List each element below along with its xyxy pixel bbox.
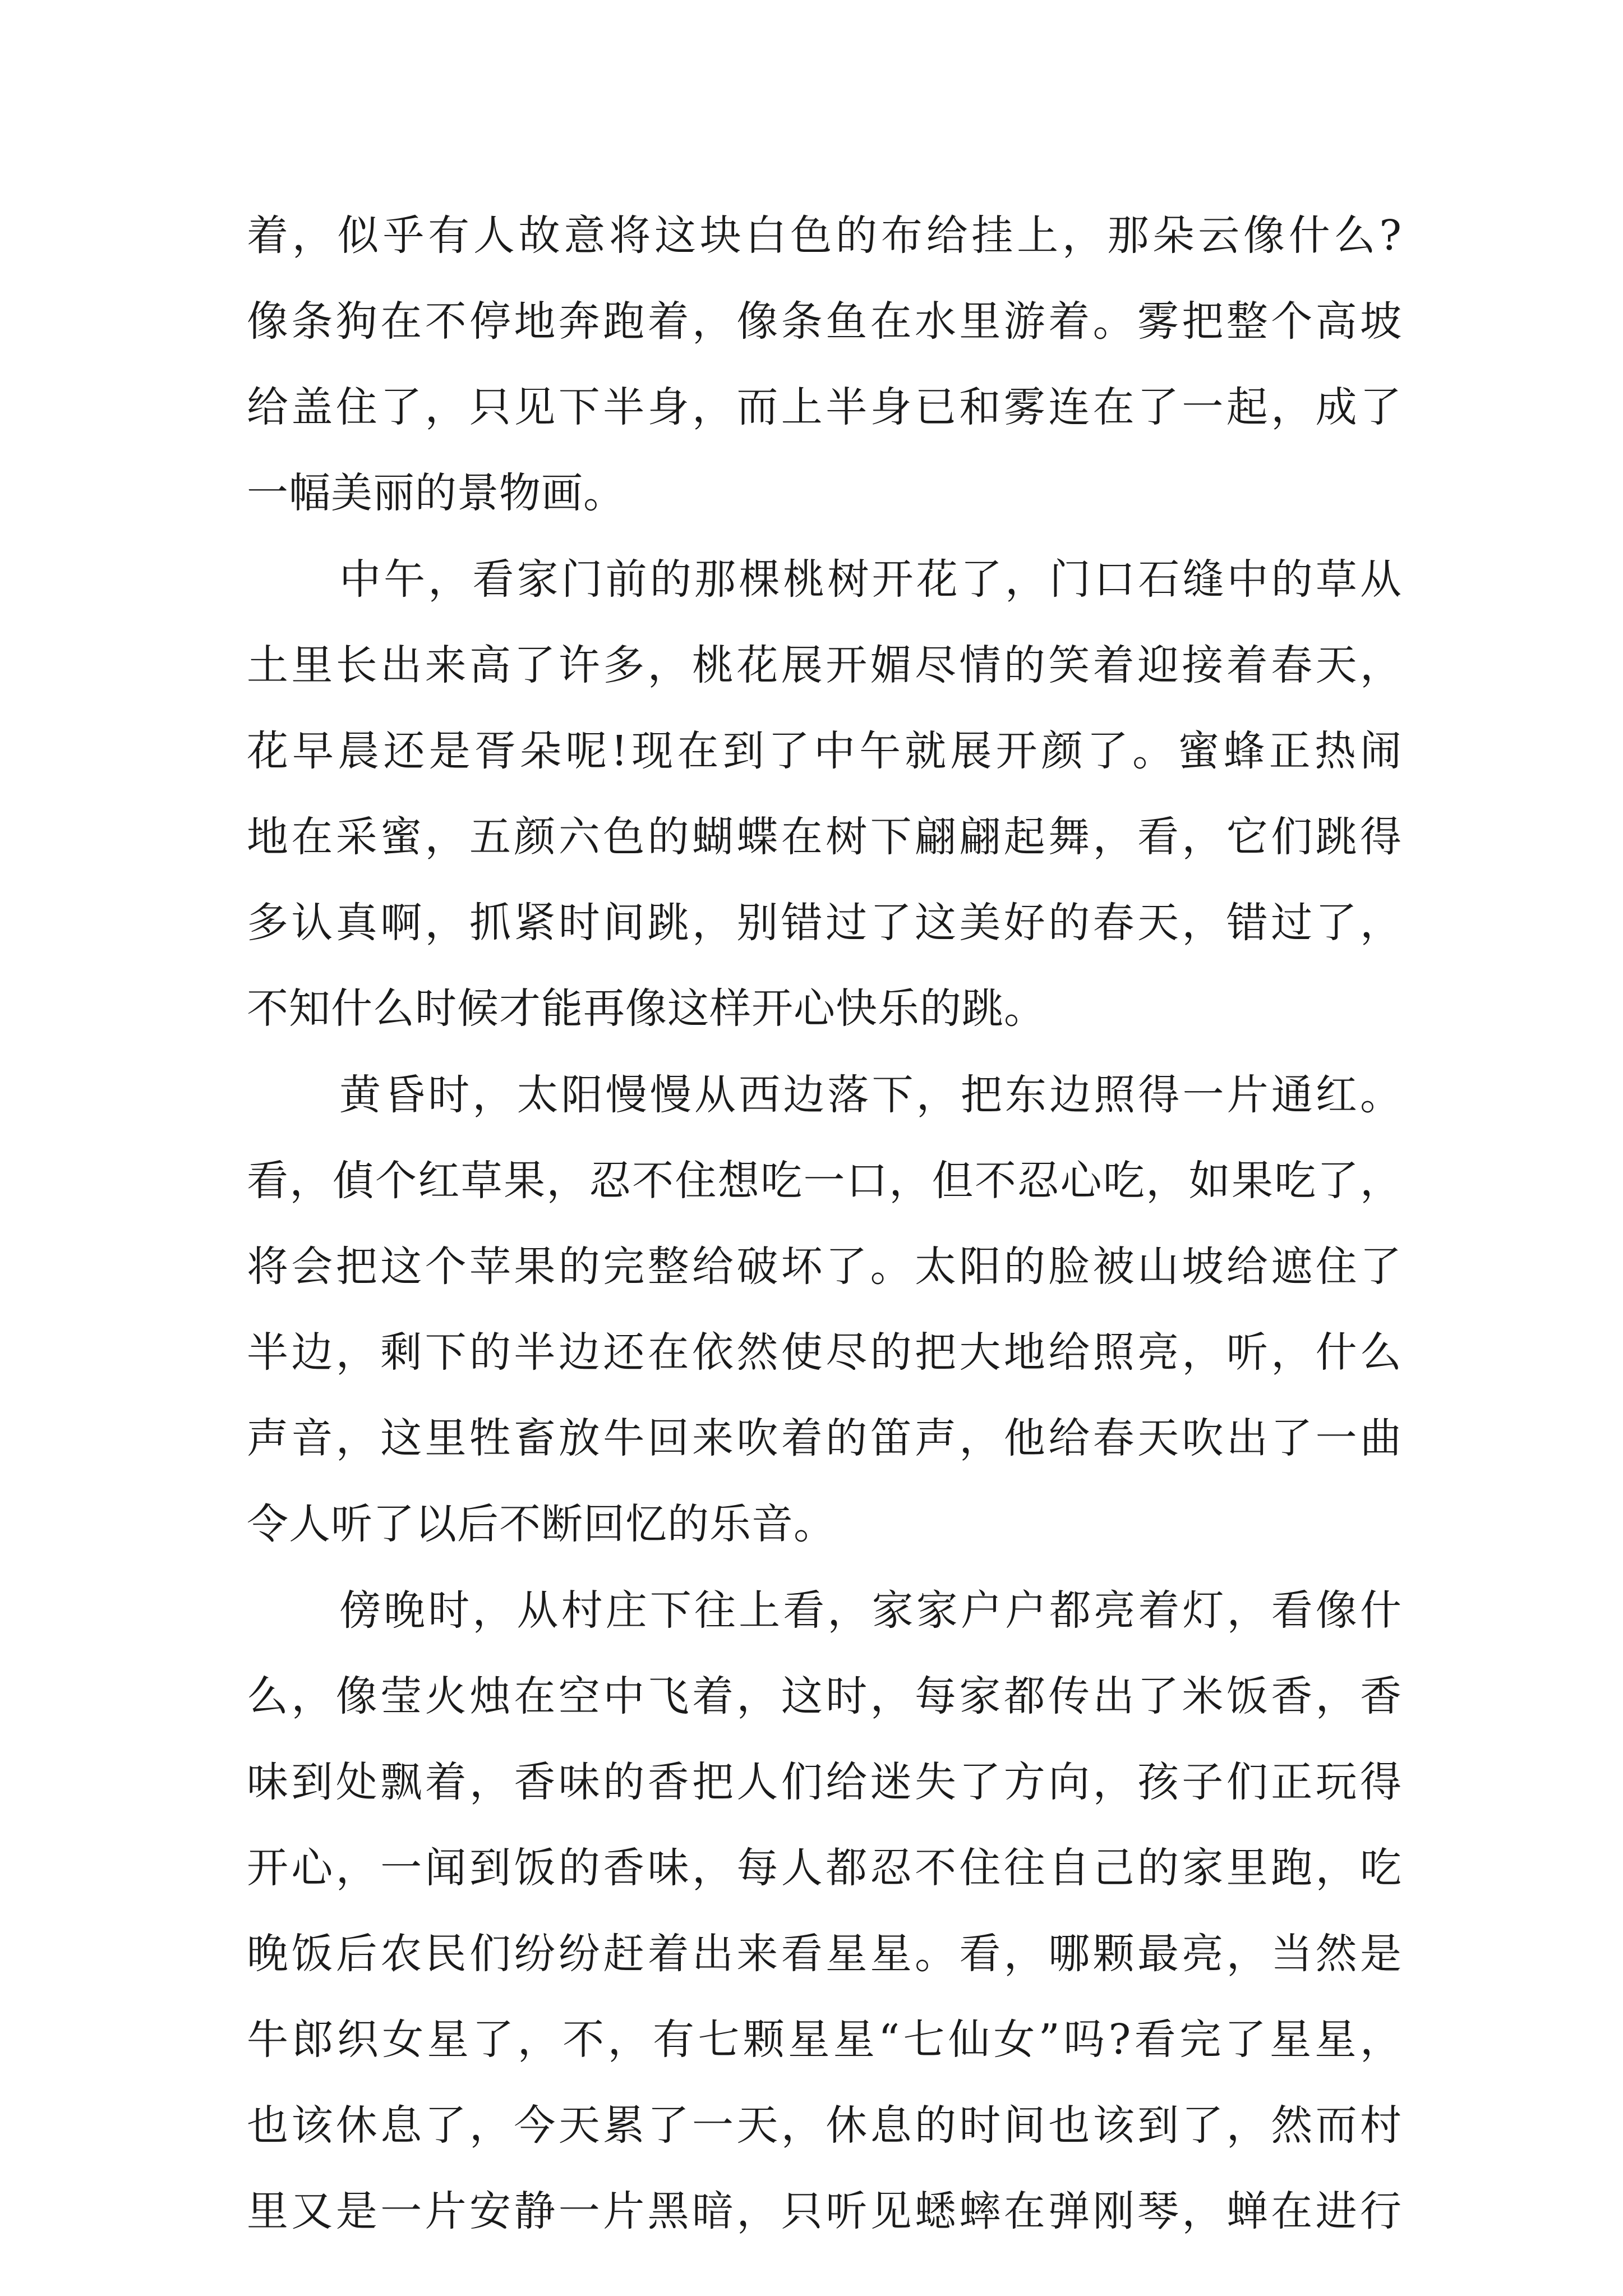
text-line: 开心，一闻到饭的香味，每人都忍不住往自己的家里跑，吃 [247,1844,1402,1892]
text-line: 牛郎织女星了，不，有七颗星星“七仙女”吗?看完了星星， [247,2016,1402,2064]
text-line: 么，像莹火烛在空中飞着，这时，每家都传出了米饭香，香 [247,1672,1402,1720]
text-line: 多认真啊，抓紧时间跳，别错过了这美好的春天，错过了， [247,899,1402,947]
text-line: 黄昏时，太阳慢慢从西边落下，把东边照得一片通红。 [339,1071,1402,1119]
text-line: 味到处飘着，香味的香把人们给迷失了方向，孩子们正玩得 [247,1758,1402,1806]
text-line: 给盖住了，只见下半身，而上半身已和雾连在了一起，成了 [247,383,1402,431]
text-line: 土里长出来高了许多，桃花展开媚尽情的笑着迎接着春天， [247,641,1402,689]
text-line: 将会把这个苹果的完整给破坏了。太阳的脸被山坡给遮住了 [247,1243,1402,1291]
text-line: 令人听了以后不断回忆的乐音。 [247,1500,836,1548]
text-line: 里又是一片安静一片黑暗，只听见蟋蟀在弹刚琴，蝉在进行 [247,2187,1402,2235]
text-line: 声音，这里牲畜放牛回来吹着的笛声，他给春天吹出了一曲 [247,1414,1402,1462]
text-line: 看，偵个红草果，忍不住想吃一口，但不忍心吃，如果吃了， [247,1157,1402,1205]
text-line: 一幅美丽的景物画。 [247,469,625,517]
text-line: 傍晚时，从村庄下往上看，家家户户都亮着灯，看像什 [339,1586,1402,1635]
text-line: 像条狗在不停地奔跑着，像条鱼在水里游着。雾把整个高坡 [247,297,1402,346]
text-line: 中午，看家门前的那棵桃树开花了，门口石缝中的草从 [339,555,1402,604]
text-line: 不知什么时候才能再像这样开心快乐的跳。 [247,984,1046,1033]
text-line: 晚饭后农民们纷纷赶着出来看星星。看，哪颗最亮，当然是 [247,1930,1402,1978]
text-line: 地在采蜜，五颜六色的蝴蝶在树下翩翩起舞，看，它们跳得 [247,813,1402,861]
text-line: 半边，剩下的半边还在依然使尽的把大地给照亮，听，什么 [247,1328,1402,1377]
text-line: 着，似乎有人故意将这块白色的布给挂上，那朵云像什么? [247,211,1402,260]
text-line: 也该休息了，今天累了一天，休息的时间也该到了，然而村 [247,2101,1402,2150]
text-line: 花早晨还是胥朵呢!现在到了中午就展开颜了。蜜蜂正热闹 [247,727,1402,775]
